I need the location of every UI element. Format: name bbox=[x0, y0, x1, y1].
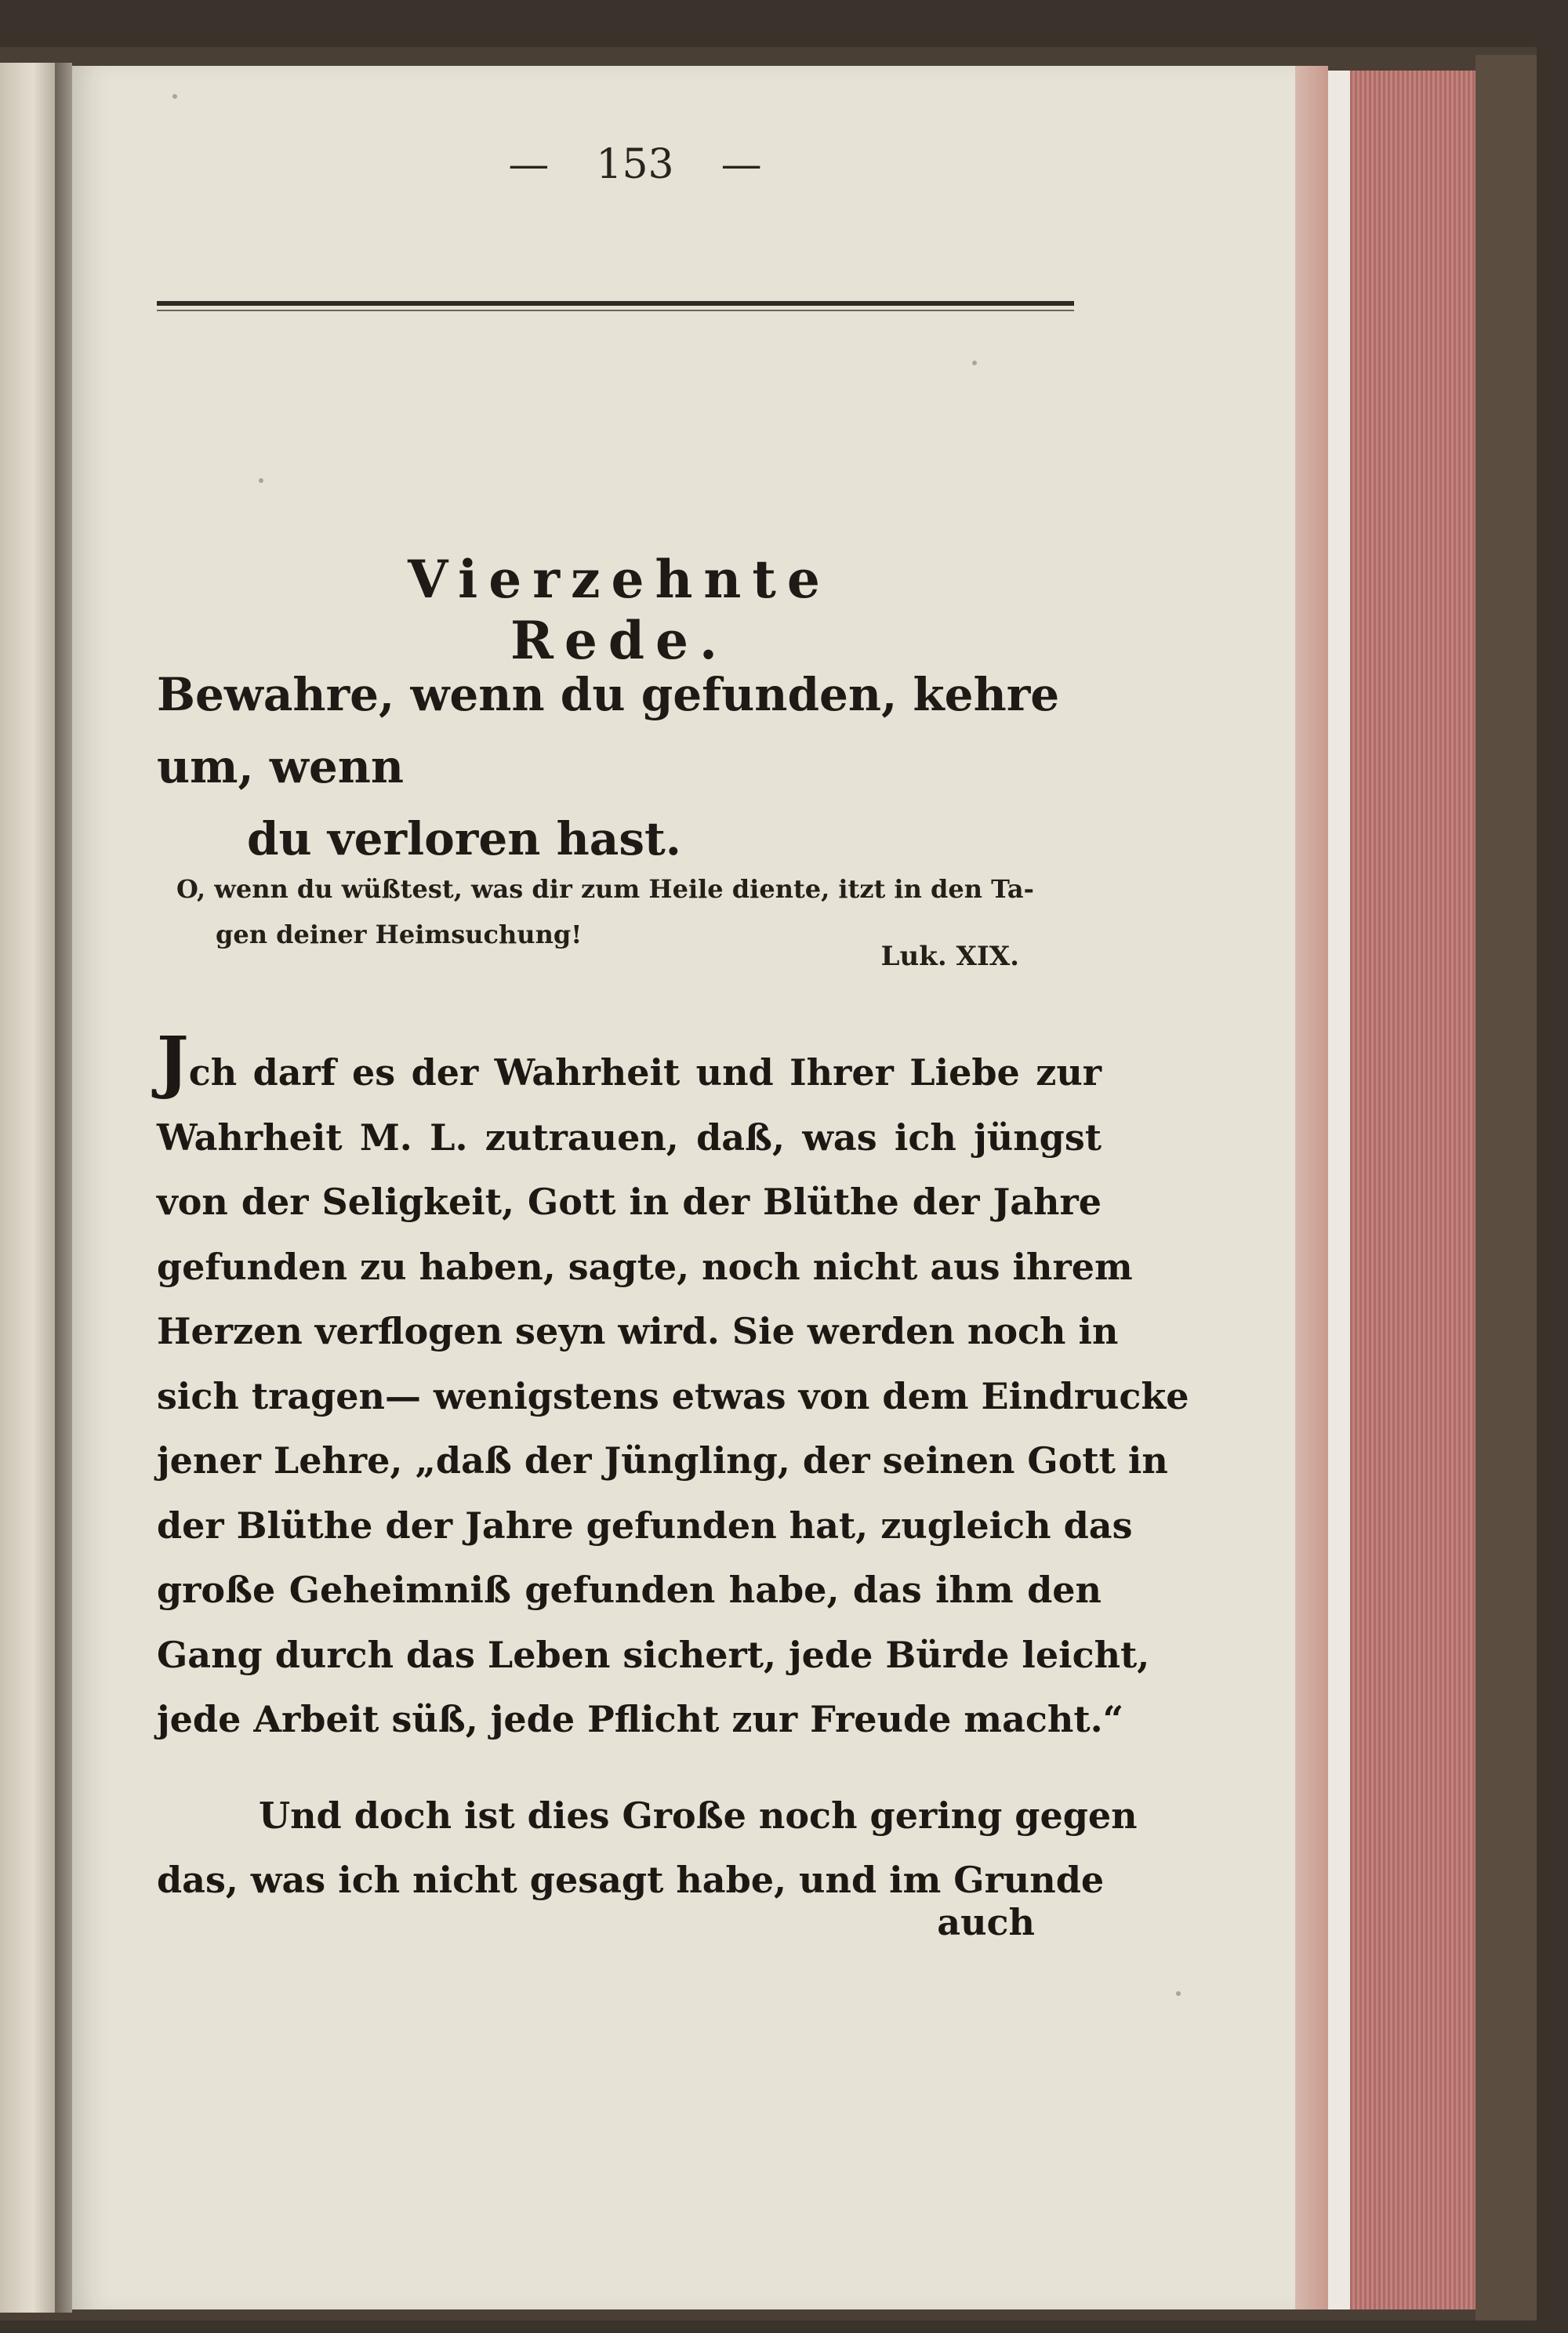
epigraph-line-1: O, wenn du wüßtest, was dir zum Heile diente, itzt in den Ta- bbox=[176, 874, 1034, 904]
paragraph-line: das, was ich nicht gesagt habe, und im Grunde bbox=[157, 1859, 1105, 1901]
paragraph-first-line: ch darf es der Wahrheit und Ihrer Liebe zur bbox=[188, 1051, 1102, 1094]
header-dash-right: — bbox=[720, 141, 762, 188]
paper-spot bbox=[972, 361, 977, 365]
page-header bbox=[235, 133, 1035, 196]
page-fore-edge bbox=[1295, 66, 1328, 2309]
subtitle-line-2: du verloren hast. bbox=[247, 812, 682, 865]
paragraph-line: Wahrheit M. L. zutrauen, daß, was ich jüngst bbox=[157, 1116, 1102, 1159]
paragraph-line: von der Seligkeit, Gott in der Blüthe der Jahre bbox=[157, 1181, 1102, 1223]
catchword: auch bbox=[937, 1901, 1035, 1943]
drop-initial: J bbox=[157, 1022, 189, 1101]
paper-spot bbox=[1176, 1991, 1181, 1996]
epigraph-line-2: gen deiner Heimsuchung! bbox=[216, 920, 583, 949]
book-cover-edge bbox=[1475, 55, 1537, 2320]
paragraph-line: Herzen verflogen seyn wird. Sie werden noch in bbox=[157, 1310, 1119, 1352]
left-page-edge bbox=[0, 63, 55, 2313]
chapter-title: Vierzehnte Rede. bbox=[408, 549, 831, 671]
paragraph-line: große Geheimniß gefunden habe, das ihm den bbox=[157, 1569, 1102, 1611]
paragraph-line: Und doch ist dies Große noch gering gegen bbox=[259, 1794, 1138, 1837]
paragraph-line: jener Lehre, „daß der Jüngling, der seinen Gott in bbox=[157, 1439, 1168, 1482]
paragraph-line: der Blüthe der Jahre gefunden hat, zugleich das bbox=[157, 1504, 1133, 1547]
header-rule-thin bbox=[157, 310, 1074, 311]
page-block-edge bbox=[1350, 71, 1475, 2309]
header-dash-left: — bbox=[508, 141, 550, 188]
page-number: 153 bbox=[596, 141, 674, 188]
chapter-subtitle bbox=[157, 659, 1098, 875]
paper-spot bbox=[259, 478, 263, 483]
paragraph-line: gefunden zu haben, sagte, noch nicht aus ihrem bbox=[157, 1245, 1133, 1288]
book-gutter bbox=[55, 63, 72, 2313]
paragraph-line bbox=[157, 1022, 1102, 1105]
epigraph-citation: Luk. XIX. bbox=[880, 941, 1019, 972]
subtitle-line-1: Bewahre, wenn du gefunden, kehre um, wenn bbox=[157, 668, 1060, 793]
paragraph-line: jede Arbeit süß, jede Pflicht zur Freude macht.“ bbox=[157, 1698, 1124, 1740]
header-rule bbox=[157, 301, 1074, 306]
paragraph-line: Gang durch das Leben sichert, jede Bürde leicht, bbox=[157, 1633, 1150, 1676]
paragraph-2 bbox=[157, 1783, 1138, 1912]
paragraph-line: sich tragen— wenigstens etwas von dem Eindrucke bbox=[157, 1374, 1189, 1417]
paragraph-1 bbox=[157, 1022, 1189, 1752]
page-fore-edge-light bbox=[1328, 71, 1350, 2309]
paper-spot bbox=[172, 94, 177, 99]
